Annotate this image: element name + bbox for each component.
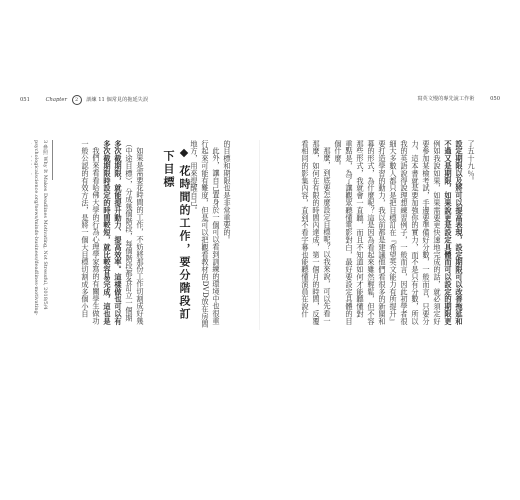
text-column — [322, 140, 332, 330]
footnote-rule — [52, 140, 53, 180]
paragraph: 那麼，到底要怎麼設定目標呢？以我來說，可以先看一 — [323, 147, 332, 325]
text-column — [410, 140, 420, 330]
paragraph: 例如我說如果，如果需要更快速地完成的話，就必須定好 — [433, 140, 442, 325]
page-gutter — [259, 140, 260, 330]
paragraph: 多次截期限，就能提升動力、提高效率。這樣做也可以有 — [114, 140, 123, 325]
paragraph: 不過又是期限，如果說更是設定具體而可以設定的期限更 — [444, 140, 453, 325]
left-page-number: 051 — [20, 97, 30, 103]
paragraph: 設定期限以及將可以提高表現，設定期限可以改善拖延和 — [455, 140, 464, 325]
paragraph: 行起來可能有難度，但是可以把觀看教材的DVD放在房間 — [201, 140, 210, 328]
paragraph: 重點是，為了讓觀眾聽懂電影對白，最好要設定具體的目 — [345, 140, 354, 325]
text-column — [113, 140, 123, 330]
footnote — [40, 140, 48, 330]
paragraph: 我的英語說得說理想練習例子，一般而言，因此初學者很 — [400, 140, 409, 325]
section-heading — [160, 150, 192, 330]
footnote-url-text: psychologicalscience.org/news/minds-business/deadlines-motivating- — [33, 140, 39, 316]
paragraph: 了五十九％。 — [467, 140, 476, 185]
paragraph: （中途目標），分成幾個階段，每個階段都各訂立一個期 — [125, 140, 134, 322]
paragraph: 地方，用來提醒自己。 — [190, 140, 199, 214]
paragraph: 多次截期限時設定的時間較短，就比較容易完成，這也是 — [103, 140, 112, 325]
text-column — [466, 140, 476, 330]
text-column — [135, 140, 145, 330]
paragraph: 要打造學習的動力，我以前都是建議他們看很多的新聞和 — [378, 140, 387, 325]
text-column — [102, 140, 112, 330]
paragraph: 個什麼。 — [334, 140, 343, 170]
left-page-header — [20, 95, 148, 105]
text-column — [399, 140, 409, 330]
paragraph: 那麼，如何在有限的時間內達成，第一個月的時間，反覆 — [312, 140, 321, 325]
text-column — [311, 140, 321, 330]
left-running-title: 訓練 11 個常見的拖延失誤 — [86, 97, 149, 103]
text-column — [222, 140, 232, 330]
chapter-label: Chapter — [45, 97, 67, 103]
paragraph: 此外，讓自己置身於一個可以看到訓練的環境中也很重 — [212, 147, 221, 325]
text-column — [377, 140, 387, 330]
text-column — [355, 140, 365, 330]
text-column — [344, 140, 354, 330]
footnote-marker: 3 — [42, 140, 48, 144]
text-column — [388, 140, 398, 330]
chapter-number-badge: 2 — [72, 95, 82, 105]
text-column — [421, 140, 431, 330]
text-column — [80, 140, 90, 330]
paragraph: 細大多數人都只是把目標訂在『希望英文能力有所提升』 — [389, 140, 398, 325]
text-column — [200, 140, 210, 330]
paragraph: 那些形式，我就會一直聽，而且不知道如何才能聽懂對 — [356, 140, 365, 318]
paragraph: 要參加某檢考試，手邊要準備好分數，一般而言，只要分 — [422, 140, 431, 325]
paragraph: 一般公認的有效方法，是將一個大目標切割成多個小目 — [81, 140, 90, 318]
paragraph: 幕的形式，為什麼呢？這是因為看起來雖然輕鬆，但不容 — [367, 140, 376, 325]
section-heading-text: 花時間的工作，要分階段訂下目標 — [162, 150, 191, 321]
footnote-text: 參照 Why It Makes Deadlines Motivating, Not Stressful, 2018/5/4 — [42, 144, 48, 310]
text-column — [443, 140, 453, 330]
right-page-header — [417, 95, 500, 102]
right-page-number: 050 — [490, 96, 500, 102]
text-column — [124, 140, 134, 330]
paragraph: 如果是需要花時間的工作，不妨將那份工作切割成好幾 — [136, 147, 145, 325]
right-running-title: 寫英文慢的專先說工作術 — [417, 96, 475, 102]
diamond-bullet-icon — [180, 149, 188, 157]
text-column — [432, 140, 442, 330]
text-column — [454, 140, 464, 330]
text-column — [300, 140, 310, 330]
footnote-url — [31, 140, 39, 330]
text-column — [333, 140, 343, 330]
text-column — [91, 140, 101, 330]
paragraph: 的目標和期限也是非常重要的。 — [223, 140, 232, 244]
paragraph: 我們來看看哈佛大學的行為心理學家寫的有關學生做功 — [92, 147, 101, 325]
paragraph: 看相同的影集內容，直到不看字幕也能聽懂演員在說什 — [301, 140, 310, 318]
paragraph: 力，這本書就是要加強你的實力，而不是只有分數，所以 — [411, 140, 420, 325]
text-column — [366, 140, 376, 330]
text-column — [211, 140, 221, 330]
